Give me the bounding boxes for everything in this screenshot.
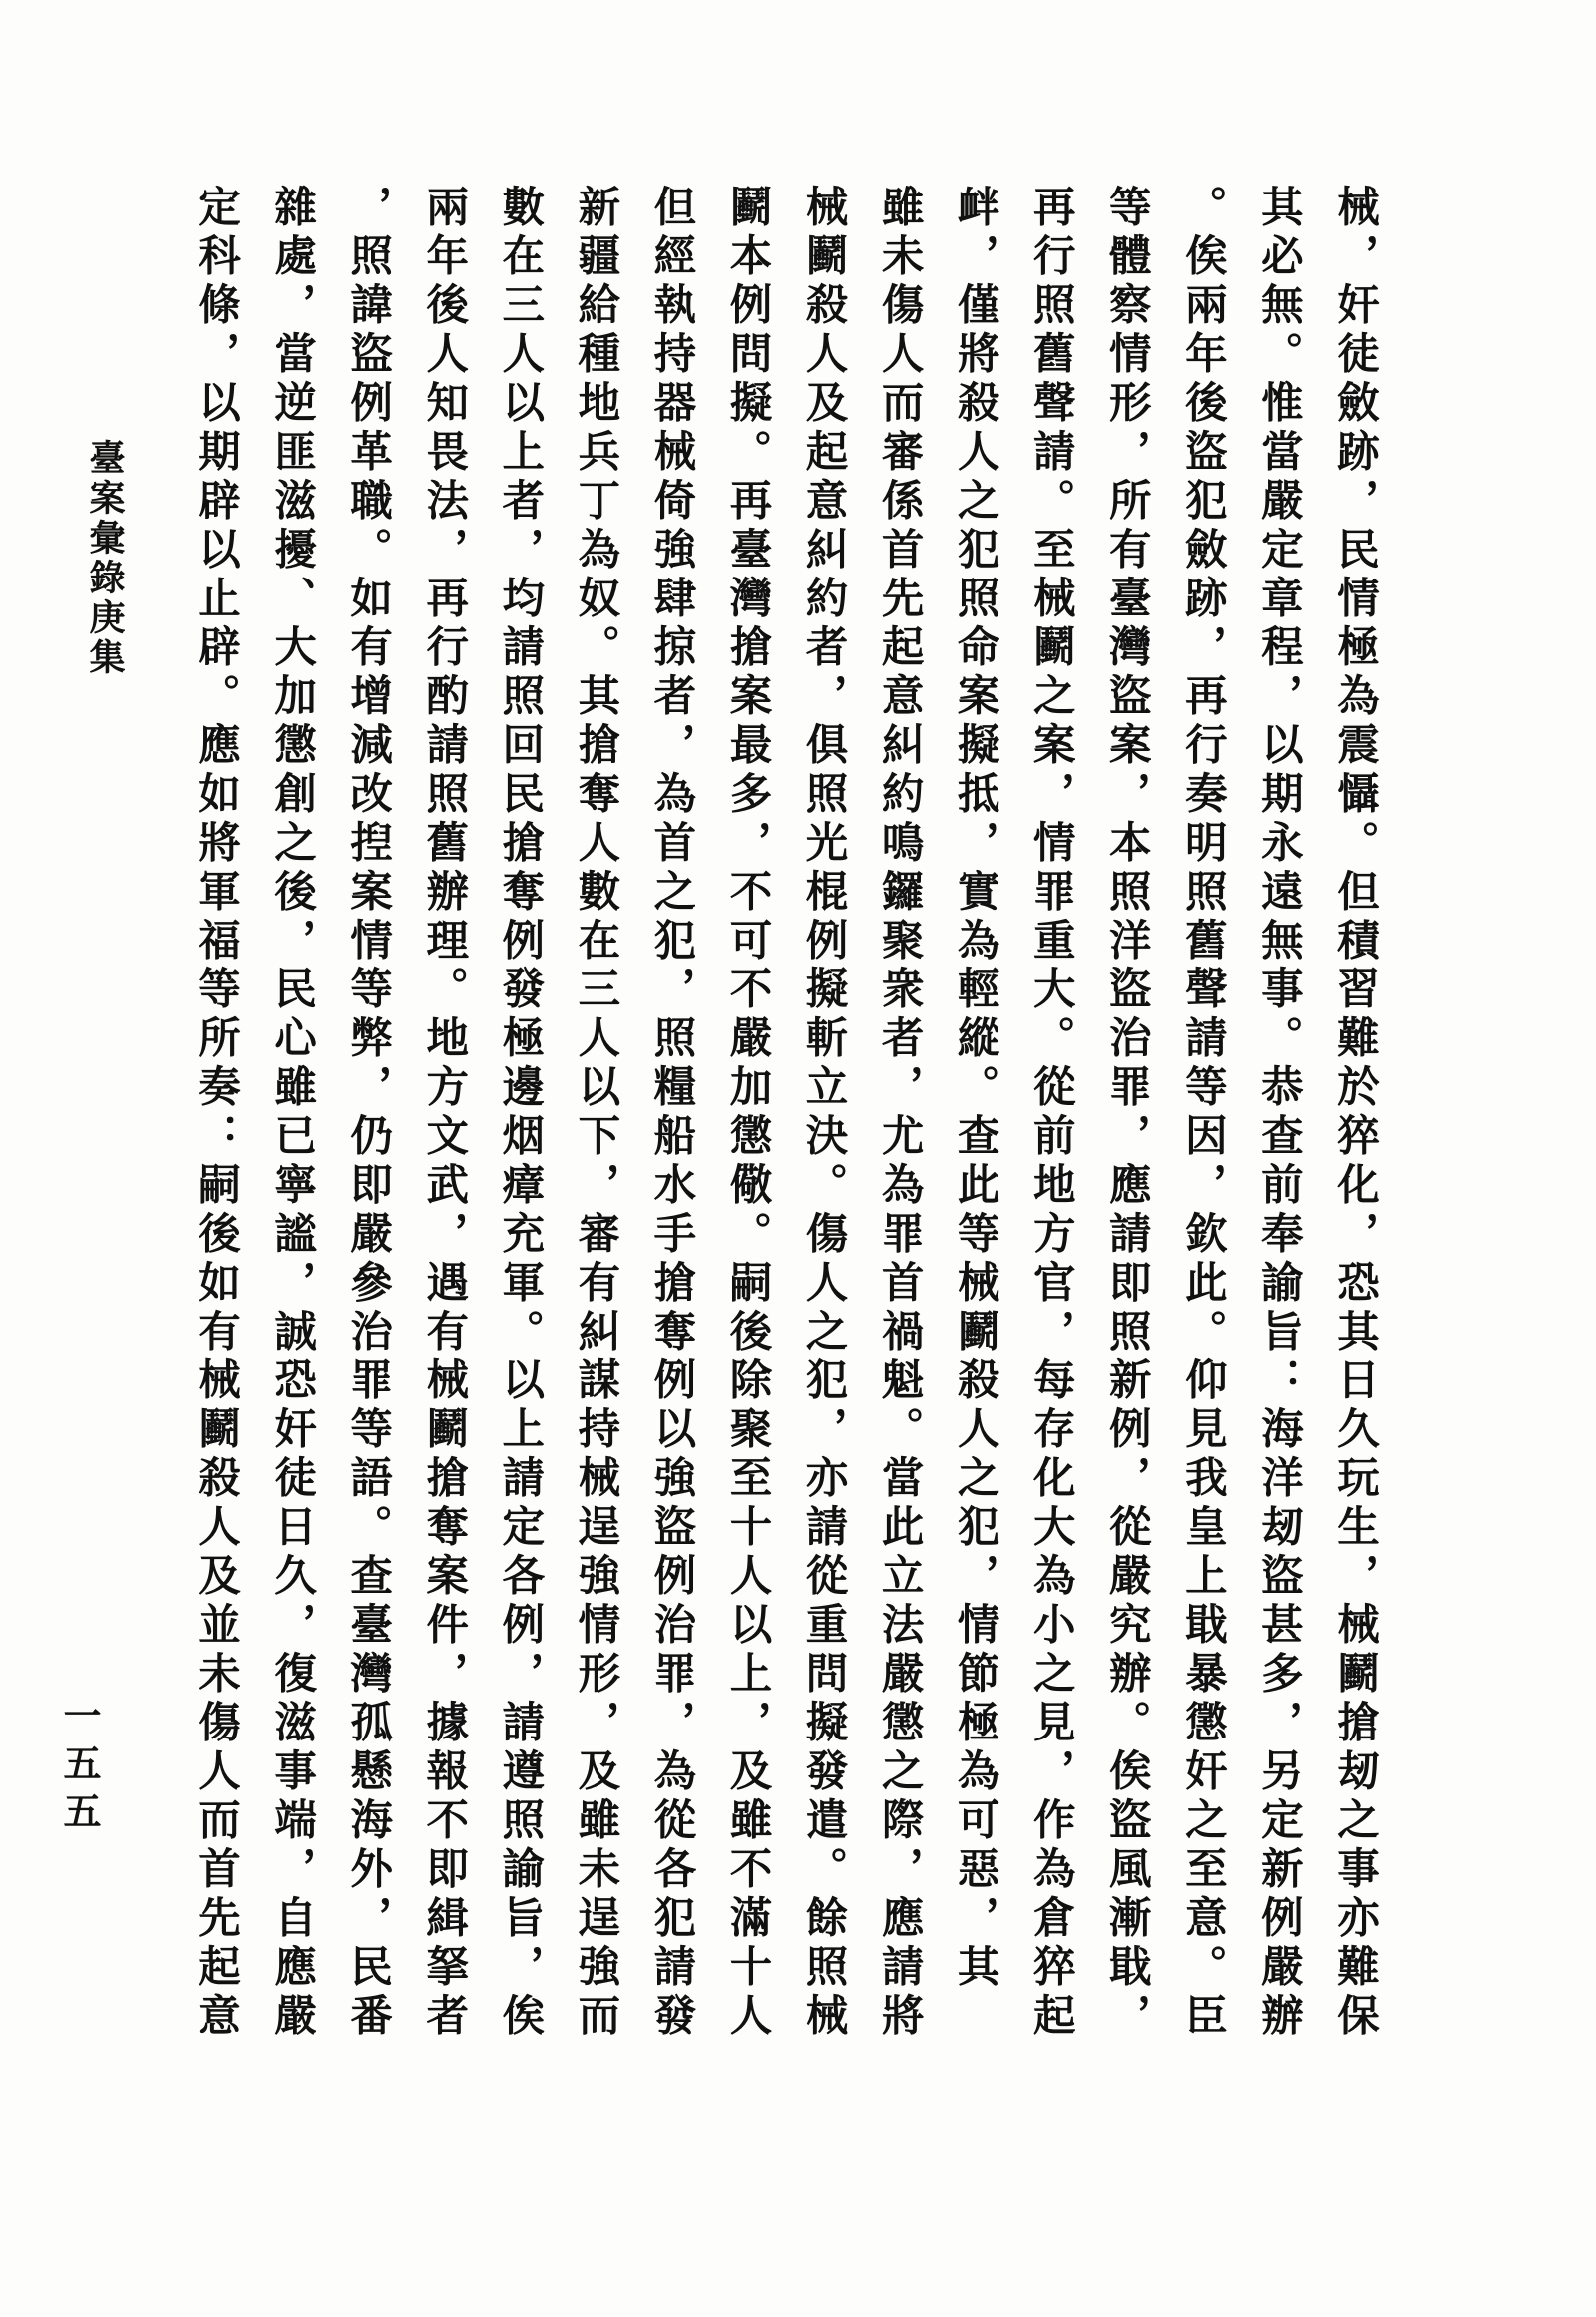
text-column: 雜處，當逆匪滋擾、大加懲創之後，民心雖已寧謐，誠恐奸徒日久，復滋事端，自應嚴 bbox=[267, 185, 318, 2042]
running-title: 臺案彙錄庚集 bbox=[84, 439, 126, 678]
text-column: 鬬本例問擬。再臺灣搶案最多，不可不嚴加懲儆。嗣後除聚至十人以上，及雖不滿十人 bbox=[722, 185, 773, 2042]
text-column: 等體察情形，所有臺灣盜案，本照洋盜治罪，應請即照新例，從嚴究辦。俟盜風漸戢， bbox=[1101, 185, 1152, 2042]
text-column: 。俟兩年後盜犯斂跡，再行奏明照舊聲請等因，欽此。仰見我皇上戢暴懲奸之至意。臣 bbox=[1177, 185, 1228, 2042]
page-number: 一五五 bbox=[57, 1696, 102, 1839]
text-column: 但經執持器械倚強肆掠者，為首之犯，照糧船水手搶奪例以強盜例治罪，為從各犯請發 bbox=[646, 185, 697, 2042]
main-text-block bbox=[190, 185, 1382, 2179]
text-column: 械鬬殺人及起意糾約者，俱照光棍例擬斬立決。傷人之犯，亦請從重問擬發遣。餘照械 bbox=[798, 185, 849, 2042]
text-column: 再行照舊聲請。至械鬬之案，情罪重大。從前地方官，每存化大為小之見，作為倉猝起 bbox=[1025, 185, 1076, 2042]
text-column: 新疆給種地兵丁為奴。其搶奪人數在三人以下，審有糾謀持械逞強情形，及雖未逞強而 bbox=[571, 185, 621, 2042]
text-column: 衅，僅將殺人之犯照命案擬抵，實為輕縱。查此等械鬬殺人之犯，情節極為可惡，其 bbox=[950, 185, 1000, 1993]
text-column: 雖未傷人而審係首先起意糾約鳴鑼聚衆者，尤為罪首禍魁。當此立法嚴懲之際，應請將 bbox=[874, 185, 925, 2042]
text-column: 定科條，以期辟以止辟。應如將軍福等所奏：嗣後如有械鬬殺人及並未傷人而首先起意 bbox=[192, 185, 241, 2042]
text-column: 械，奸徒斂跡，民情極為震懾。但積習難於猝化，恐其日久玩生，械鬬搶刼之事亦難保 bbox=[1329, 185, 1380, 2042]
text-column: 其必無。惟當嚴定章程，以期永遠無事。恭查前奉諭旨：海洋刼盜甚多，另定新例嚴辦 bbox=[1253, 185, 1304, 2042]
text-column: 數在三人以上者，均請照回民搶奪例發極邊烟瘴充軍。以上請定各例，請遵照諭旨，俟 bbox=[495, 185, 546, 2042]
text-column: 兩年後人知畏法，再行酌請照舊辦理。地方文武，遇有械鬬搶奪案件，據報不即緝拏者 bbox=[419, 185, 470, 2042]
text-column: ，照諱盜例革職。如有增減改揑案情等弊，仍即嚴參治罪等語。查臺灣孤懸海外，民番 bbox=[343, 185, 394, 2042]
